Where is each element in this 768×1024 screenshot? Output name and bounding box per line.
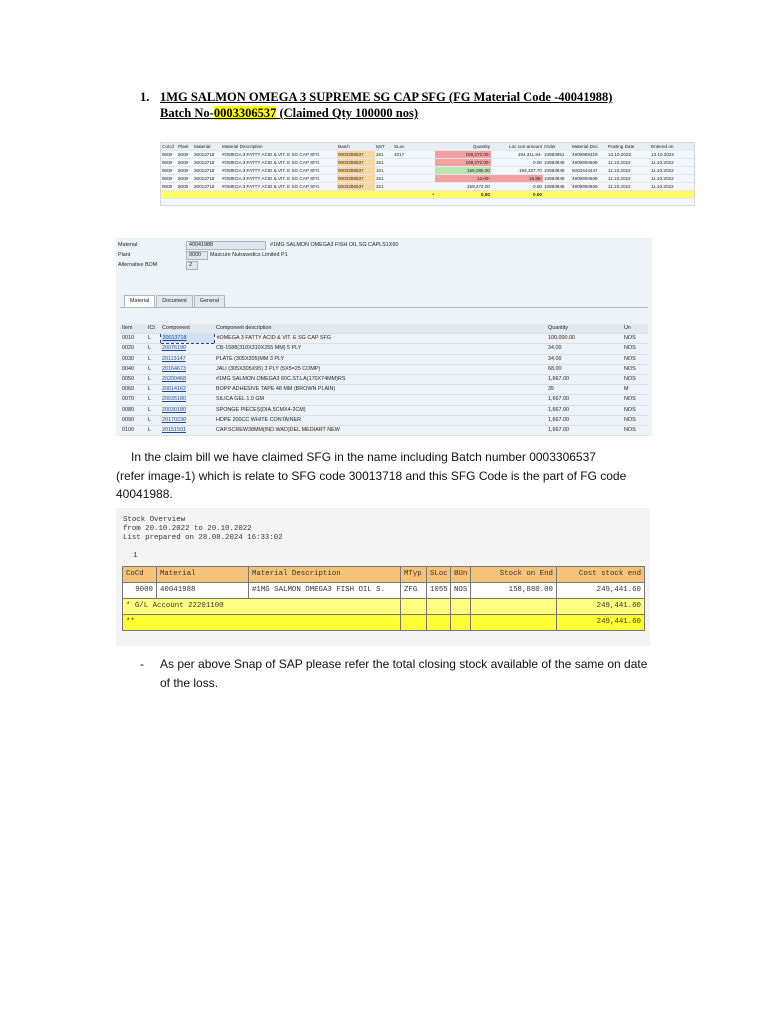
- material-label: Material: [118, 242, 138, 248]
- cell: 11.10.2022: [650, 159, 694, 167]
- cell: L: [146, 425, 160, 435]
- cell: 321: [375, 175, 393, 183]
- alt-bom-field[interactable]: 2: [186, 261, 198, 270]
- alt-bom-label: Alternative BOM: [118, 262, 158, 268]
- plant-field[interactable]: 9000: [186, 251, 208, 260]
- component-link[interactable]: 20035180: [160, 395, 214, 405]
- component-link[interactable]: 20164673: [160, 364, 214, 374]
- column-header[interactable]: Order: [543, 143, 571, 151]
- cell: L: [146, 354, 160, 364]
- bom-component-grid: [120, 324, 648, 436]
- cell: 0020: [120, 344, 146, 354]
- column-header[interactable]: Un: [622, 324, 648, 334]
- cell: NOS: [622, 425, 648, 435]
- heading-line-1: 1MG SALMON OMEGA 3 SUPREME SG CAP SFG (FG Material Code -40041988): [160, 90, 613, 104]
- cell: 13.10.2022: [607, 151, 650, 159]
- component-link[interactable]: 20151501: [160, 425, 214, 435]
- cell: SILICA GEL 1.0 GM: [214, 395, 546, 405]
- total-quantity: 0.00: [435, 191, 491, 199]
- column-header[interactable]: Component: [160, 324, 214, 334]
- cell: 10883949: [543, 175, 571, 183]
- cell: 159,272.00-: [435, 151, 491, 159]
- cell: 0090: [120, 415, 146, 425]
- column-header[interactable]: Entered on: [650, 143, 694, 151]
- cell: 11.10.2022: [607, 175, 650, 183]
- cell: 68.00: [546, 364, 622, 374]
- cell: 194,311.84-: [491, 151, 543, 159]
- cell: 11.10.2022: [607, 159, 650, 167]
- cell: 30013718: [193, 159, 221, 167]
- cell: L: [146, 364, 160, 374]
- column-header[interactable]: Posting Date: [607, 143, 650, 151]
- column-header[interactable]: SLoc: [427, 567, 451, 583]
- cell: 30013718: [193, 151, 221, 159]
- paragraph-line-3: 40041988.: [116, 487, 173, 501]
- cell: 1,667.00: [546, 425, 622, 435]
- cell: 100,000.00: [546, 334, 622, 344]
- table-row[interactable]: [120, 334, 648, 344]
- gl-account-row: [123, 599, 645, 615]
- cell: L: [146, 334, 160, 344]
- component-link[interactable]: 30013718: [160, 334, 214, 344]
- heading-number: 1.: [140, 90, 150, 104]
- cell: 30013718: [193, 183, 221, 191]
- stock-grid: [122, 566, 644, 631]
- cell: 10883949: [543, 159, 571, 167]
- table-header-row: [120, 324, 648, 334]
- cell: 101: [375, 167, 393, 175]
- cell: 9000: [161, 175, 177, 183]
- table-row[interactable]: [161, 159, 694, 167]
- cell: NOS: [622, 344, 648, 354]
- column-header[interactable]: Loc.curr.amount: [491, 143, 543, 151]
- cell: 9000: [177, 167, 193, 175]
- column-header[interactable]: MvT: [375, 143, 393, 151]
- grand-total-value: 249,441.60: [557, 615, 645, 631]
- column-header[interactable]: CoCd: [123, 567, 157, 583]
- table-header-row: [161, 143, 694, 151]
- component-link[interactable]: 20113147: [160, 354, 214, 364]
- column-header[interactable]: BUn: [451, 567, 471, 583]
- heading-line-2: [160, 105, 418, 121]
- cell: 1,667.00: [546, 395, 622, 405]
- table-row[interactable]: [161, 151, 694, 159]
- cell: 0003306537: [337, 183, 375, 191]
- table-row[interactable]: [120, 354, 648, 364]
- stock-overview-title: Stock Overview: [123, 516, 186, 524]
- cell: 5002444447: [571, 167, 607, 175]
- table-row[interactable]: [120, 364, 648, 374]
- cell: 159,285.00: [435, 167, 491, 175]
- column-header[interactable]: SLoc: [393, 143, 435, 151]
- cell: L: [146, 405, 160, 415]
- column-header[interactable]: Item: [120, 324, 146, 334]
- cell: #1MG SALMON OMEGA3 60C.ST.LA(170X74MM)RS: [214, 374, 546, 384]
- plant-description: Maxcure Nutravedics Limited P1: [210, 252, 288, 258]
- cell: [393, 175, 435, 183]
- cell: 1,667.00: [546, 415, 622, 425]
- cell: 9000: [161, 159, 177, 167]
- batch-prefix: Batch No-: [160, 106, 214, 120]
- table-row[interactable]: [120, 395, 648, 405]
- cell: L: [146, 374, 160, 384]
- cell: 9000: [161, 151, 177, 159]
- cell: 15.86-: [491, 175, 543, 183]
- column-header[interactable]: Quantity: [546, 324, 622, 334]
- paragraph-line-1: In the claim bill we have claimed SFG in the name including Batch number 0003306537: [131, 450, 596, 464]
- cell: 0003306537: [337, 151, 375, 159]
- cell: 158,880.00: [471, 583, 557, 599]
- tab-document[interactable]: Document: [156, 295, 193, 307]
- cell: NOS: [451, 583, 471, 599]
- material-document-table: [161, 143, 694, 199]
- column-header[interactable]: CoCd: [161, 143, 177, 151]
- column-header[interactable]: Stock on End: [471, 567, 557, 583]
- cell: NOS: [622, 374, 648, 384]
- cell: 4909989319: [571, 151, 607, 159]
- cell: 11.10.2022: [650, 183, 694, 191]
- cell: 0003306537: [337, 175, 375, 183]
- cell: 1,667.00: [546, 374, 622, 384]
- cell: 0.00: [491, 159, 543, 167]
- cell: JALI (305X305X95) 3 PLY (5X5=25 COMP): [214, 364, 546, 374]
- table-row[interactable]: [161, 183, 694, 191]
- cell: 9000: [161, 167, 177, 175]
- column-header[interactable]: Component description: [214, 324, 546, 334]
- component-link[interactable]: 20030180: [160, 405, 214, 415]
- cell: 0080: [120, 405, 146, 415]
- cell: #OMEGA 3 FATTY ACID & VIT. E SG CAP SFG: [221, 159, 337, 167]
- cell: 0100: [120, 425, 146, 435]
- cell: #OMEGA 3 FATTY ACID & VIT. E SG CAP SFG: [221, 175, 337, 183]
- cell: 194,327.70: [491, 167, 543, 175]
- table-row[interactable]: [120, 385, 648, 395]
- bullet-dash: -: [140, 657, 144, 671]
- cell: 0070: [120, 395, 146, 405]
- cell: 34.00: [546, 344, 622, 354]
- bom-tabs: [124, 295, 226, 307]
- cell: #OMEGA 3 FATTY ACID & VIT. E SG CAP SFG: [221, 167, 337, 175]
- column-header[interactable]: Quantity: [435, 143, 491, 151]
- grand-total-row: [123, 615, 645, 631]
- cell: CAP.SCREW38MM(IND.WAD)DEL.MEDIART NEW: [214, 425, 546, 435]
- material-field[interactable]: 40041988: [186, 241, 266, 250]
- cell: 30013718: [193, 167, 221, 175]
- claimed-qty: (Claimed Qty 100000 nos): [276, 106, 418, 120]
- table-row[interactable]: [120, 415, 648, 425]
- cell: 159,272.00: [435, 183, 491, 191]
- cell: NOS: [622, 415, 648, 425]
- cell: L: [146, 395, 160, 405]
- cell: 30013718: [193, 175, 221, 183]
- tab-material[interactable]: Material: [124, 295, 155, 307]
- column-header[interactable]: MTyp: [401, 567, 427, 583]
- cell: 0060: [120, 385, 146, 395]
- table-row[interactable]: [120, 405, 648, 415]
- cell: L: [146, 344, 160, 354]
- cell: L: [146, 415, 160, 425]
- material-document-screenshot: [160, 142, 695, 206]
- grand-total-label: **: [123, 615, 401, 631]
- stock-overview-prepared: List prepared on 28.08.2024 16:33:02: [123, 534, 283, 542]
- table-row[interactable]: [120, 344, 648, 354]
- cell: 9000: [177, 151, 193, 159]
- cell: [393, 159, 435, 167]
- column-header[interactable]: ICt: [146, 324, 160, 334]
- cell: 35: [546, 385, 622, 395]
- cell: ZFG: [401, 583, 427, 599]
- cell: L: [146, 385, 160, 395]
- cell: 10883951: [543, 151, 571, 159]
- cell: NOS: [622, 354, 648, 364]
- total-marker: •: [393, 191, 435, 199]
- explanation-paragraph: [116, 448, 650, 504]
- cell: 4909900606: [571, 183, 607, 191]
- cell: CB-1588(310X310X255 MM) 5 PLY: [214, 344, 546, 354]
- cell: 0003306537: [337, 159, 375, 167]
- cell: [393, 183, 435, 191]
- cell: 10883949: [543, 167, 571, 175]
- column-header[interactable]: Material Description: [221, 143, 337, 151]
- material-description: #1MG SALMON OMEGA3 FISH OIL SG CAPLS1X60: [270, 242, 399, 248]
- table-row[interactable]: [120, 374, 648, 384]
- component-link[interactable]: 20170230: [160, 415, 214, 425]
- paragraph-line-2: (refer image-1) which is relate to SFG code 30013718 and this SFG Code is the part of FG code: [116, 468, 627, 483]
- total-row: [161, 191, 694, 199]
- column-header[interactable]: Plant: [177, 143, 193, 151]
- cell: 9000: [177, 159, 193, 167]
- batch-number-highlight: 0003306537: [213, 106, 277, 120]
- cell: 10883949: [543, 183, 571, 191]
- total-amount: 0.00: [491, 191, 543, 199]
- column-header[interactable]: Material: [193, 143, 221, 151]
- cell: 0.00: [491, 183, 543, 191]
- bullet-text: As per above Snap of SAP please refer the total closing stock available of the same on date of the loss.: [160, 657, 648, 690]
- cell: PLATE (305X305)MM 3 PLY: [214, 354, 546, 364]
- cell: 261: [375, 151, 393, 159]
- cell: 159,272.00-: [435, 159, 491, 167]
- gl-account-value: 249,441.60: [557, 599, 645, 615]
- cell: [393, 167, 435, 175]
- table-row[interactable]: [161, 175, 694, 183]
- column-header[interactable]: Material Doc.: [571, 143, 607, 151]
- cell: 34.00: [546, 354, 622, 364]
- cell: 1055: [427, 583, 451, 599]
- table-row[interactable]: [161, 167, 694, 175]
- cell: #OMEGA 3 FATTY ACID & VIT. E SG CAP SFG: [214, 334, 546, 344]
- cell: 0030: [120, 354, 146, 364]
- cell: 4909900606: [571, 175, 607, 183]
- tab-divider: [120, 307, 648, 308]
- tab-general[interactable]: General: [194, 295, 225, 307]
- table-row[interactable]: [123, 583, 645, 599]
- cell: 13.00-: [435, 175, 491, 183]
- cell: SPONGE PIECES(DIA.5CMX4-2CM): [214, 405, 546, 415]
- cell: 0050: [120, 374, 146, 384]
- page-number: 1: [133, 552, 138, 560]
- component-link[interactable]: 20076190: [160, 344, 214, 354]
- cell: 0040: [120, 364, 146, 374]
- cell: 1,667.00: [546, 405, 622, 415]
- cell: 321: [375, 159, 393, 167]
- cell: 321: [375, 183, 393, 191]
- cell: 11.10.2022: [650, 167, 694, 175]
- cell: 0003306537: [337, 167, 375, 175]
- column-header[interactable]: Cost stock end: [557, 567, 645, 583]
- cell: 40041988: [157, 583, 249, 599]
- cell: 9000: [177, 183, 193, 191]
- component-link[interactable]: 20200468: [160, 374, 214, 384]
- stock-overview-range: from 20.10.2022 to 20.10.2022: [123, 525, 252, 533]
- stock-overview-screenshot: [116, 508, 650, 646]
- cell: 13.10.2022: [650, 151, 694, 159]
- bom-screenshot: [116, 238, 652, 436]
- gl-account-label: * G/L Account 22201100: [123, 599, 401, 615]
- plant-label: Plant: [118, 252, 131, 258]
- column-header[interactable]: Material: [157, 567, 249, 583]
- cell: 11.10.2022: [607, 167, 650, 175]
- cell: HDPE 200CC WHITE CONTAINER: [214, 415, 546, 425]
- column-header[interactable]: Material Description: [249, 567, 401, 583]
- cell: BOPP ADHESIVE TAPE 48 MM (BROWN PLAIN): [214, 385, 546, 395]
- cell: 0010: [120, 334, 146, 344]
- cell: #1MG SALMON OMEGA3 FISH OIL S.: [249, 583, 401, 599]
- cell: NOS: [622, 405, 648, 415]
- cell: NOS: [622, 395, 648, 405]
- cell: #OMEGA 3 FATTY ACID & VIT. E SG CAP SFG: [221, 183, 337, 191]
- cell: M: [622, 385, 648, 395]
- cell: 249,441.60: [557, 583, 645, 599]
- table-row[interactable]: [120, 425, 648, 435]
- cell: 1017: [393, 151, 435, 159]
- table-header-row: [123, 567, 645, 583]
- cell: 4909900606: [571, 159, 607, 167]
- cell: 9000: [123, 583, 157, 599]
- cell: 9000: [177, 175, 193, 183]
- cell: 11.10.2022: [650, 175, 694, 183]
- cell: NOS: [622, 364, 648, 374]
- component-link[interactable]: 20014162: [160, 385, 214, 395]
- cell: 9000: [161, 183, 177, 191]
- cell: NOS: [622, 334, 648, 344]
- cell: #OMEGA 3 FATTY ACID & VIT. E SG CAP SFG: [221, 151, 337, 159]
- cell: 11.10.2022: [607, 183, 650, 191]
- column-header[interactable]: Batch: [337, 143, 375, 151]
